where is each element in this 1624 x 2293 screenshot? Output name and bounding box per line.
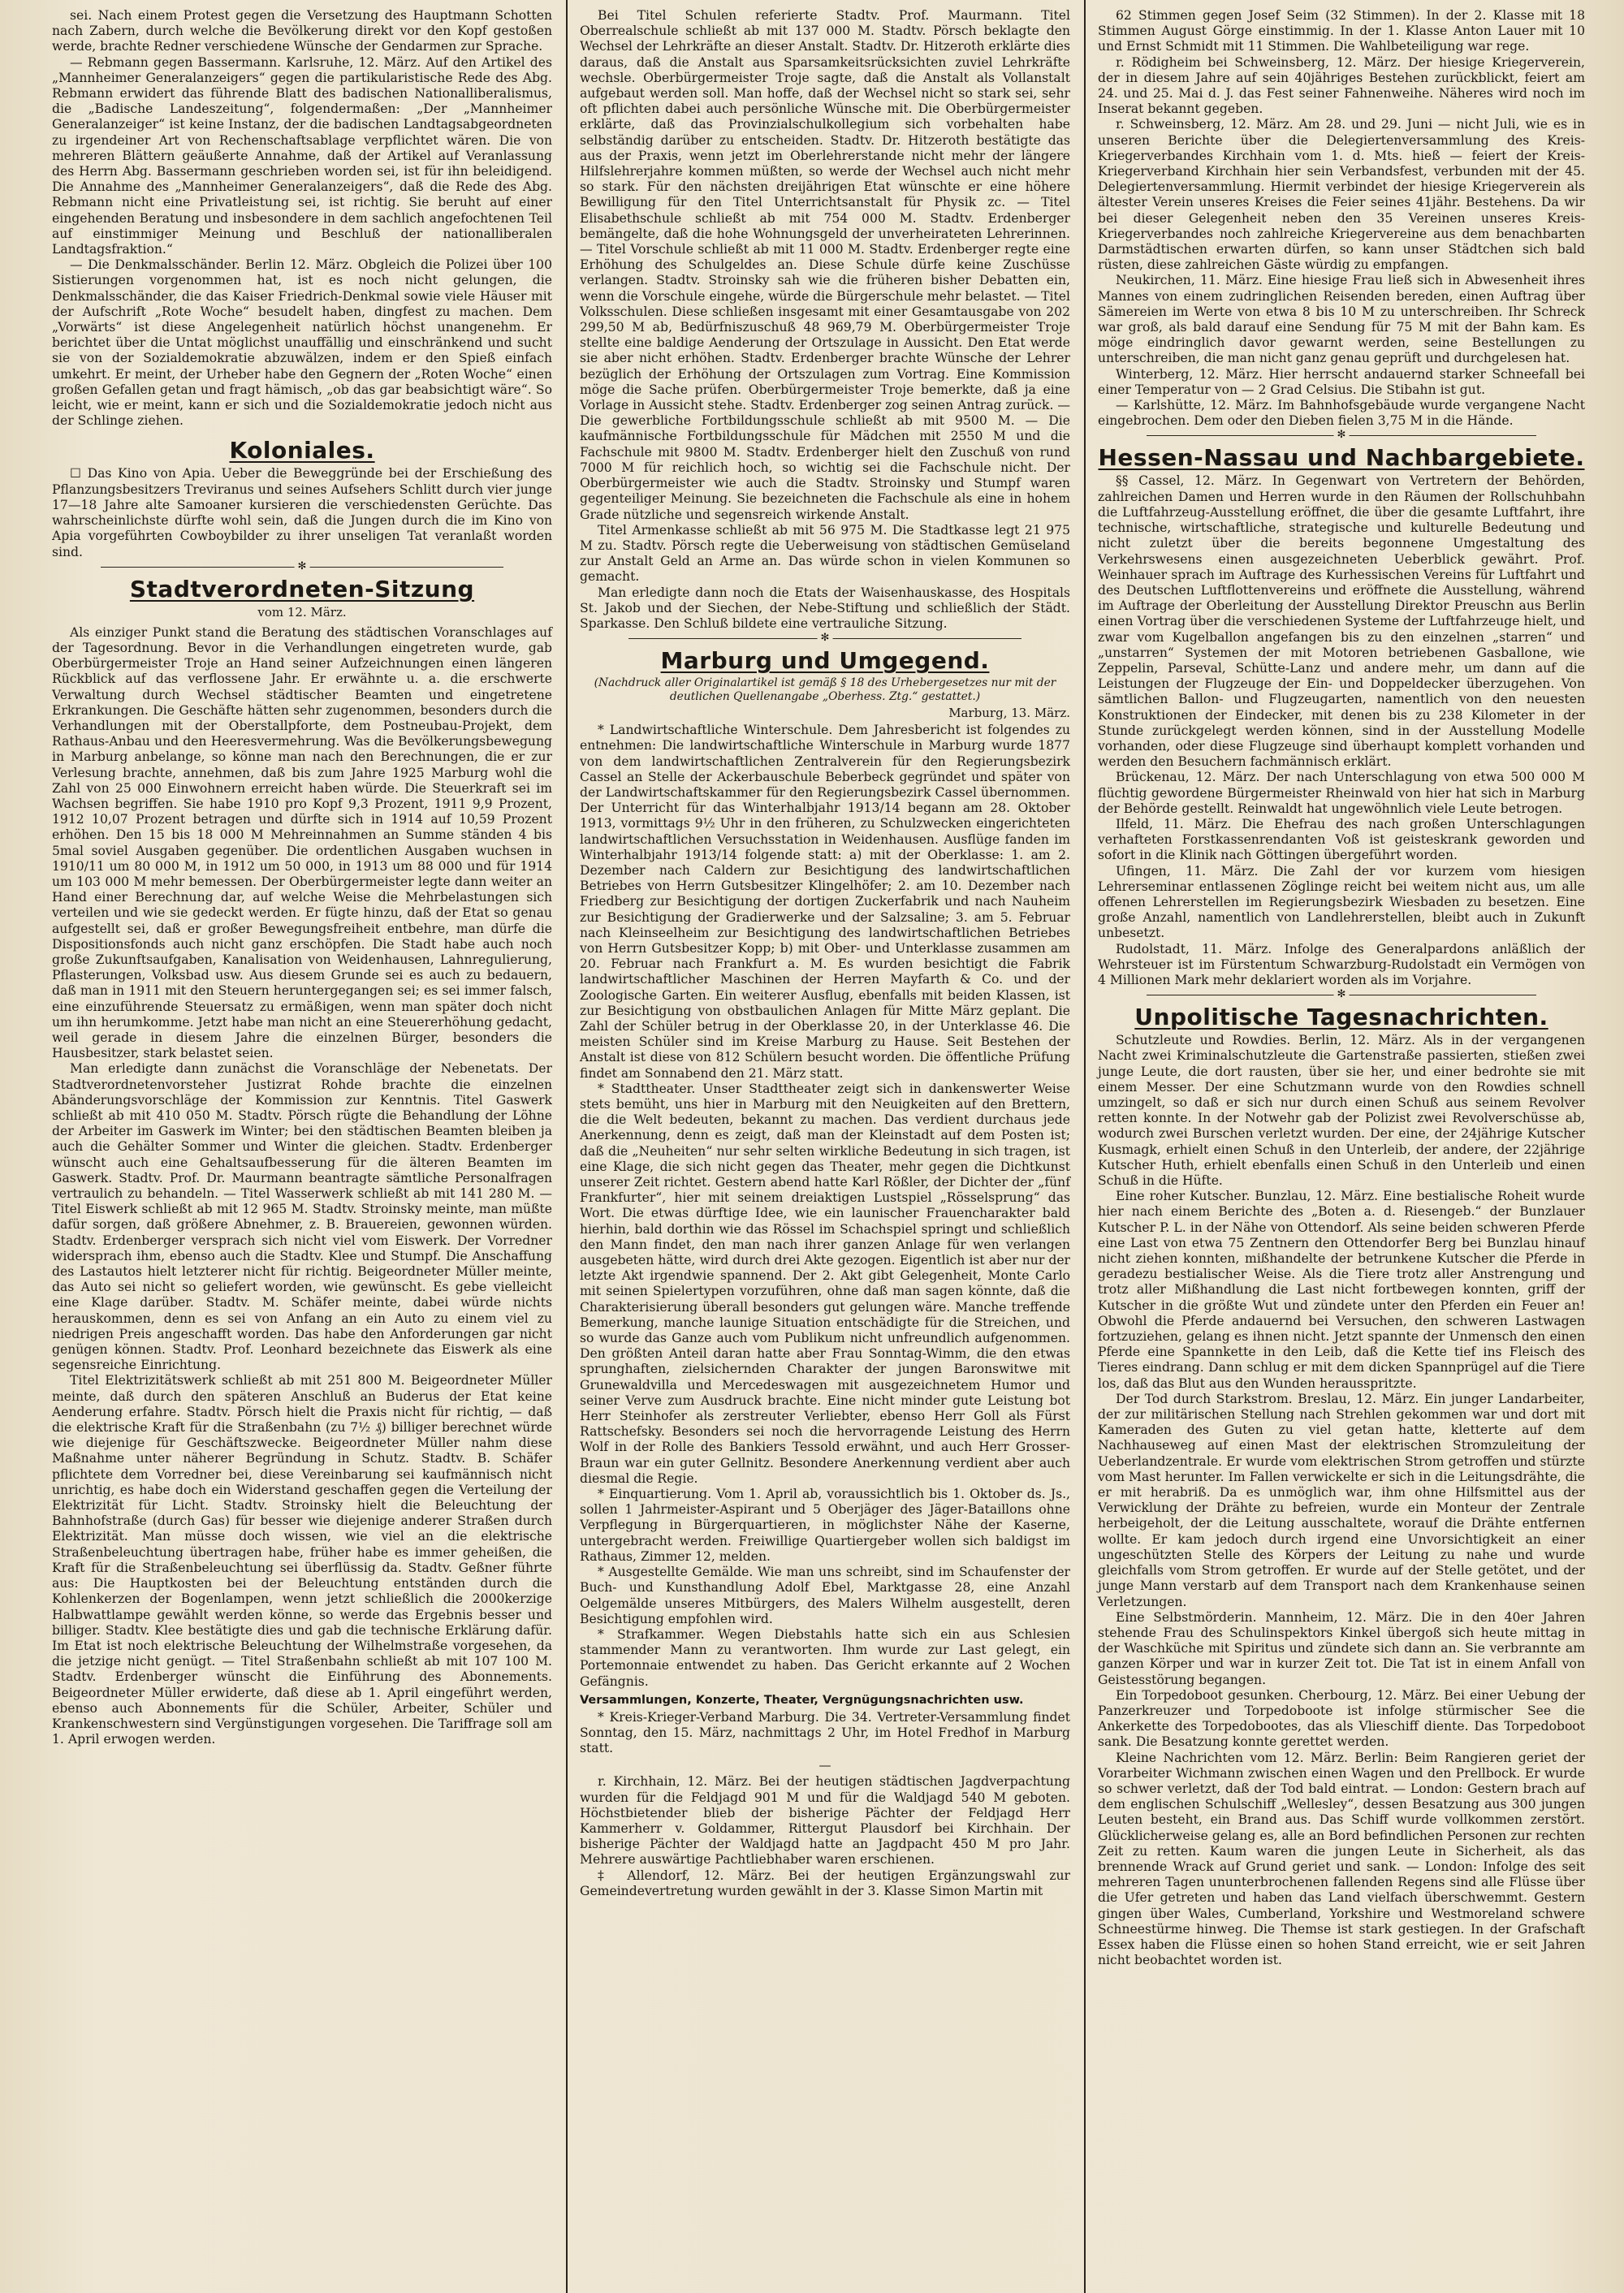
article-text: * Stadttheater. Unser Stadttheater zeigt sich in dankenswerter Weise stets bemüht, uns hier in Marburg mit den Neuigkeiten auf den Brettern, die die Welt bedeuten, bekannt zu machen. Das verdient durchaus jede Anerkennung, denn es zeigt, daß man der Kleinstadt auf dem Posten ist; daß die „Neuheiten“ nur sehr selten wirkliche Bedeutung in sich tragen, ist eine Klage, die sich nicht gegen das Theater, mehr gegen die Dichtkunst unserer Zeit richtet. Gestern abend hatte Karl Rößler, der Dichter der „fünf Frankfurter“, hier mit seinem dreiaktigen Lustspiel „Rösselsprung“ das Wort. Die etwas dürftige Idee, wie ein launischer Frauencharakter bald hierhin, bald dorthin wie das Rössel im Schachspiel springt und schließlich den Mann findet, den man nach ihrer ganzen Anlage für wen verlangen ausgebeten hätte, wird durch drei Akte gezogen. Eigentlich ist aber nur der letzte Akt irgendwie spannend. Der 2. Akt gibt Gelegenheit, Monte Carlo mit seinen Spielertypen vorzuführen, ohne daß man sagen könnte, daß die Charakterisierung überall besonders gut gelungen wäre. Manche treffende Bemerkung, manche launige Situation entschädigte für die Streichen, und so wurde das Ganze auch vom Publikum nicht unfreundlich aufgenommen. Den größten Anteil daran hatte aber Frau Sonntag-Wimm, die den etwas sprunghaften, zielsichernden Charakter der jungen Baronswitwe mit Grunewaldvilla und Mercedeswagen mit ausgezeichnetem Humor und seiner Verve zum Ausdruck brachte. Eine nicht minder gute Leistung bot Herr Steinhofer als zerstreuter Verliebter, ebenso Herr Goll als Fürst Rattschefsky. Besonders sei noch die hervorragende Leistung des Herrn Wolf in der Rolle des Bankiers Tessold erwähnt, und auch Herr Grosser-Braun war ein guter Gellnitz. Besondere Anerkennung verdient aber auch diesmal die Regie. bbox=[580, 1081, 1070, 1486]
article-text: Als einziger Punkt stand die Beratung des städtischen Voranschlages auf der Tagesordnung. Bevor in die Verhandlungen eingetreten wurde, gab Oberbürgermeister Troje an Hand seiner Aufzeichnungen einen längeren Rückblick auf das verflossene Jahr. Er erwähnte u. a. die erschwerte Verwaltung durch Wechsel städtischer Beamten und eingetretene Erkrankungen. Die Geschäfte hätten sehr zugenommen, besonders durch die Verhandlungen mit der Oberstallpforte, dem Postneubau-Projekt, dem Rathaus-Anbau und den Heeresvermehrung. Was die Bevölkerungsbewegung in Marburg anbelange, so könne man nach den Berechnungen, die er zur Verlesung brachte, annehmen, daß bis zum Jahre 1925 Marburg wohl die Zahl von 25 000 Einwohnern erreicht haben würde. Die Steuerkraft sei im Wachsen begriffen. Sie habe 1910 pro Kopf 9,3 Prozent, 1911 9,9 Prozent, 1912 10,07 Prozent betragen und dürfte sich in 1914 auf 10,59 Prozent erhöhen. Den 15 bis 18 000 M Mehreinnahmen an Summe ständen 4 bis 5mal soviel Ausgaben gegenüber. Die ordentlichen Ausgaben wuchsen in 1910/11 um 80 000 M, in 1912 um 50 000, in 1913 um 88 000 und für 1914 um 103 000 M mehr bemessen. Der Oberbürgermeister legte dann weiter an Hand einer Berechnung dar, auf welche Weise die Mehrbelastungen sich verteilen und wie sie gedeckt werden. Er fügte hinzu, daß der Etat so genau aufgestellt sei, daß er großer Bewegungsfreiheit entbehre, man dürfe die Dispositionsfonds auch nicht ganz erschöpfen. Die Stadt habe auch noch große Zukunftsaufgaben, Kanalisation von Weidenhausen, Lahnregulierung, Pflasterungen, Volksbad usw. Aus diesem Grunde sei es auch zu bedauern, daß man in 1911 mit den Steuern heruntergegangen sei; es sei immer falsch, eine einzuführende Steuersatz zu ermäßigen, wenn man später doch nicht um ihn herumkomme. Jetzt habe man nicht an eine Steuererhöhung gedacht, weil gerade in diesem Jahre die einzelnen Bürger, besonders die Hausbesitzer, stark belastet seien. bbox=[52, 624, 552, 1061]
column-rule bbox=[566, 0, 568, 2293]
article-text: Titel Elektrizitätswerk schließt ab mit 251 800 M. Beigeordneter Müller meinte, daß durch den späteren Anschluß an Buderus der Etat keine Aenderung erfahre. Stadtv. Pörsch hielt die Praxis nicht für richtig, — daß die elektrische Kraft für die Straßenbahn (zu 7½ ₰) billiger berechnet würde wie diejenige für Geschäftszwecke. Beigeordneter Müller nahm diese Maßnahme unter näherer Begründung in Schutz. Stadtv. B. Schäfer pflichtete dem Vorredner bei, diese Vereinbarung sei kaufmännisch nicht unrichtig, es habe doch ein Widerstand geschaffen gegen die Verteilung der Elektrizität für Licht. Stadtv. Stroinsky hielt die Beleuchtung der Bahnhofstraße (durch Gas) für besser wie diejenige anderer Straßen durch Elektrizität. Man müsse doch wissen, wie viel an die elektrische Straßenbeleuchtung übertragen habe, früher habe es immer geheißen, die Kraft für die Straßenbeleuchtung sei überflüssig da. Stadtv. Geßner führte aus: Die Hauptkosten bei der Beleuchtung entständen durch die Kohlenkerzen der Bogenlampen, wenn jetzt schließlich die 2000kerzige Halbwattlampe gewählt werden könne, so werde das Ergebnis besser und billiger. Stadtv. Klee bestätigte dies und gab die technische Erklärung dafür. Im Etat ist noch elektrische Beleuchtung der Wilhelmstraße vorgesehen, da die jetzige nicht genügt. — Titel Straßenbahn schließt ab mit 107 100 M. Stadtv. Erdenberger wünscht die Einführung des Abonnements. Beigeordneter Müller erwiderte, daß diese ab 1. April eingeführt werden, ebenso auch Abonnements für die Schüler, Arbeiter, Schüler und Krankenschwestern sind Vergünstigungen vorgesehen. Die Tariffrage soll am 1. April erwogen werden. bbox=[52, 1373, 552, 1747]
section-date: vom 12. März. bbox=[257, 604, 347, 620]
article-text: Eine Selbstmörderin. Mannheim, 12. März. Die in den 40er Jahren stehende Frau des Schulinspektors Kinkel übergoß sich heute mittag in der Waschküche mit Spiritus und zündete sich dann an. Sie verbrannte am ganzen Körper und war in kurzer Zeit tot. Die Tat ist in einem Anfall von Geistesstörung begangen. bbox=[1098, 1609, 1585, 1687]
article-text: r. Kirchhain, 12. März. Bei der heutigen städtischen Jagdverpachtung wurden für die Feldjagd 901 M und für die Waldjagd 540 M geboten. Höchstbietender blieb der bisherige Pächter der Feldjagd Herr Kammerherr v. Goldammer, Rittergut Plausdorf bei Kirchhain. Der bisherige Pächter der Waldjagd hatte an Jagdpacht 450 M pro Jahr. Mehrere auswärtige Pachtliebhaber waren erschienen. bbox=[580, 1774, 1070, 1868]
separator-dash: — bbox=[818, 1758, 831, 1773]
article-text: Eine roher Kutscher. Bunzlau, 12. März. Eine bestialische Roheit wurde hier nach einem Berichte des „Boten a. d. Riesengeb.“ der Bunzlauer Kutscher P. L. in der Nähe von Ottendorf. Als seine beiden schweren Pferde eine Last von etwa 75 Zentnern den Ottendorfer Berg bei Bunzlau hinauf nicht ziehen konnten, mißhandelte der betrunkene Kutscher die Pferde in geradezu bestialischer Weise. Als die Tiere trotz aller Anstrengung und trotz aller Mißhandlung die Last nicht fortbewegen konnten, griff der Kutscher in die größte Wut und zündete unter den Pferden ein Feuer an! Obwohl die Pferde andauernd bei Versuchen, den schweren Lastwagen fortzuziehen, gelang es ihnen nicht. Jetzt spannte der Unmensch den einen Pferde eine Spannkette in den Leib, daß die Kette tief ins Fleisch des Tieres eindrang. Dann schlug er mit dem dicken Spannprügel auf die Tiere los, daß das Blut aus den Wunden herausspritzte. bbox=[1098, 1189, 1585, 1391]
article-text: Kleine Nachrichten vom 12. März. Berlin: Beim Rangieren geriet der Vorarbeiter Wichmann zwischen einen Wagen und den Prellbock. Er wurde so schwer verletzt, daß der Tod bald eintrat. — London: Gestern brach auf dem englischen Schulschiff „Wellesley“, dessen Besatzung aus 300 jungen Leuten besteht, ein Brand aus. Das Schiff wurde vollkommen zerstört. Glücklicherweise gelang es, alle an Bord befindlichen Personen zur rechten Zeit zu retten. Kaum waren die jungen Leute in Sicherheit, als das brennende Wrack auf Grund geriet und sank. — London: Infolge des seit mehreren Tagen ununterbrochenen fallenden Regens sind alle Flüsse über die Ufer getreten und haben das Land vielfach überschwemmt. Gestern gingen über Wales, Cumberland, Yorkshire und Westmoreland schwere Schneestürme hinweg. Die Themse ist stark gestiegen. In der Grafschaft Essex haben die Flüsse einen so hohen Stand erreicht, wie er seit Jahren nicht beobachtet worden ist. bbox=[1098, 1750, 1585, 1968]
article-text: * Einquartierung. Vom 1. April ab, voraussichtlich bis 1. Oktober ds. Js., sollen 1 Jahrmeister-Aspirant und 5 Oberjäger des Jäger-Bataillons ohne Verpflegung in Bürgerquartieren, in möglichster Nähe der Kaserne, untergebracht werden. Freiwillige Quartiergeber wollen sich baldigst im Rathaus, Zimmer 12, melden. bbox=[580, 1487, 1070, 1564]
article-text: Titel Armenkasse schließt ab mit 56 975 M. Die Stadtkasse legt 21 975 M zu. Stadtv. Pörsch regte die Ueberweisung von städtischen Gemüseland zur Anstalt Geld an Arme an. Das würde schon in vielen Kommunen so gemacht. bbox=[580, 522, 1070, 585]
dateline: Marburg, 13. März. bbox=[948, 706, 1070, 721]
ornament-icon: ✻ bbox=[1334, 428, 1350, 443]
article-text: — Karlshütte, 12. März. Im Bahnhofsgebäude wurde vergangene Nacht eingebrochen. Dem oder den Dieben fielen 3,75 M in die Hände. bbox=[1098, 398, 1585, 429]
reprint-note: (Nachdruck aller Originalartikel ist gemäß § 18 des Urhebergesetzes nur mit der deutlichen Quellenangabe „Oberhess. Ztg.“ gestattet.) bbox=[594, 676, 1056, 704]
column-middle bbox=[573, 0, 1077, 2293]
article-text: Rudolstadt, 11. März. Infolge des Generalpardons anläßlich der Wehrsteuer ist im Fürstentum Schwarzburg-Rudolstadt ein Vermögen von 4 Millionen Mark mehr deklariert worden als im Vorjahre. bbox=[1098, 941, 1585, 987]
article-text: 62 Stimmen gegen Josef Seim (32 Stimmen). In der 2. Klasse mit 18 Stimmen August Görge einstimmig. In der 1. Klasse Anton Lauer mit 10 und Ernst Schmidt mit 11 Stimmen. Die Wahlbeteiligung war rege. bbox=[1098, 8, 1585, 54]
article-text: Schutzleute und Rowdies. Berlin, 12. März. Als in der vergangenen Nacht zwei Kriminalschutzleute die Gartenstraße passierten, stießen zwei junge Leute, die dort rausten, über sie her, und einer bedrohte sie mit einem Messer. Der eine Schutzmann wurde von den Rowdies schnell umzingelt, so daß er sich nur durch einen Schuß aus seinem Revolver retten konnte. In der Notwehr gab der Polizist zwei Revolverschüsse ab, wodurch zwei Burschen verletzt wurden. Der eine, der 24jährige Kutscher Kusmagk, erhielt einen Schuß in den Unterleib, der andere, der 22jährige Kutscher Huth, erhielt ebenfalls einen Schuß in den Unterleib und einen Schuß in die Hüfte. bbox=[1098, 1033, 1585, 1189]
article-text: — Rebmann gegen Bassermann. Karlsruhe, 12. März. Auf den Artikel des „Mannheimer Generalanzeigers“ gegen die partikularistische Rede des Abg. Rebmann erwidert das führende Blatt des badischen Nationalliberalismus, die „Badische Landeszeitung“, folgendermaßen: „Der „Mannheimer Generalanzeiger“ ist keine Instanz, der die badischen Landtagsabgeordneten zu irgendeiner Art von Rechenschaftsablage verpflichtet wären. Die von mehreren Blättern geäußerte Annahme, daß der Artikel auf Veranlassung des Herrn Abg. Bassermann geschrieben worden sei, ist für ihn beleidigend. Die Annahme des „Mannheimer Generalanzeigers“, daß die Rede des Abg. Rebmann nicht eine Privatleistung sei, ist richtig. Sie beruht auf einer eingehenden Beratung und insbesondere in dem sachlich angefochtenen Teil auf einstimmiger Meinung und Beschluß der nationalliberalen Landtagsfraktion.“ bbox=[52, 54, 552, 257]
article-text: Bei Titel Schulen referierte Stadtv. Prof. Maurmann. Titel Oberrealschule schließt ab mit 137 000 M. Stadtv. Pörsch beklagte den Wechsel der Lehrkräfte an dieser Anstalt. Stadtv. Dr. Hitzeroth erklärte dies daraus, daß die Anstalt aus Sparsamkeitsrücksichten zuviel Lehrkräfte wechsle. Oberbürgermeister Troje sagte, daß die Anstalt als Vollanstalt aufgebaut werden soll. Man hoffe, daß der Wechsel nicht so stark sei, sehr oft pflichten dabei auch persönliche Wünsche mit. Die Oberbürgermeister erklärte, daß das Provinzialschulkollegium sich vorbehalten habe selbständig darüber zu entscheiden. Stadtv. Dr. Hitzeroth bestätigte das aus der Praxis, wenn jetzt im Oberlehrerstande nicht mehr der längere Hilfslehrerjahre kommen müßten, so werde der Wechsel auch nicht mehr so stark. Für den nächsten dreijährigen Etat wünschte er eine höhere Bewilligung für den Titel Unterrichtsanstalt für Physik zc. — Titel Elisabethschule schließt ab mit 754 000 M. Stadtv. Erdenberger bemängelte, daß die hohe Wohnungsgeld der unverheirateten Lehrerinnen. — Titel Vorschule schließt ab mit 11 000 M. Stadtv. Erdenberger regte eine Erhöhung des Schulgeldes an. Diese Schule dürfe keine Zuschüsse verlangen. Stadtv. Stroinsky sah wie die früheren bisher Debatten ein, wenn die Vorschule eingehe, würde die Bürgerschule mehr belastet. — Titel Volksschulen. Diese schließen insgesamt mit einer Gesamtausgabe von 202 299,50 M ab, Bedürfniszuschuß 48 969,79 M. Oberbürgermeister Troje stellte eine baldige Aenderung der Ortszulage in Aussicht. Den Etat werde sie aber nicht erhöhen. Stadtv. Erdenberger brachte Wünsche der Lehrer bezüglich der Erhöhung der Ortszulagen zum Vortrag. Eine Kommission möge die Sache prüfen. Oberbürgermeister Troje bemerkte, daß ja eine Vorlage in Aussicht stehe. Stadtv. Erdenberger zog seinen Antrag zurück. — Die gewerbliche Fortbildungsschule schließt ab mit 9500 M. — Die kaufmännische Fortbildungsschule für Mädchen mit 2550 M und die Fachschule mit 9800 M. Stadtv. Erdenberger hielt den Zuschuß von rund 7000 M für reichlich hoch, so wichtig sei die Fachschule nicht. Der Oberbürgermeister wie auch die Stadtv. Stroinsky und Stumpf waren gegenteiliger Meinung. Sie bezeichneten die Fachschule als eine in hohem Grade nützliche und segensreich wirkende Anstalt. bbox=[580, 8, 1070, 522]
section-heading-stadtverordneten: Stadtverordneten-Sitzung bbox=[129, 575, 475, 602]
article-text: sei. Nach einem Protest gegen die Versetzung des Hauptmann Schotten nach Zabern, durch welche die Bevölkerung direkt vor den Kopf gestoßen werde, brachte Redner verschiedene Wünsche der Gendarmen zur Sprache. bbox=[52, 8, 552, 54]
section-heading-unpolitische: Unpolitische Tagesnachrichten. bbox=[1134, 1004, 1548, 1031]
article-text: r. Schweinsberg, 12. März. Am 28. und 29. Juni — nicht Juli, wie es in unseren Berichte über die Delegiertenversammlung des Kreis-Kriegerverbandes Kirchhain vom 1. d. Mts. hieß — feiert der Kreis-Kriegerverband Kirchhain hier sein Verbandsfest, verbunden mit der 45. Delegiertenversammlung. Hiermit verbindet der hiesige Kriegerverein als ältester Verein unseres Kreises die Feier seines 41jähr. Bestehens. Da wir bei dieser Gelegenheit neben den 35 Vereinen unseres Kreis-Kriegerverbandes noch zahlreiche Kriegervereine aus dem benachbarten Darmstädtischen erwarten dürfen, so kann unser Städtchen sich bald rüsten, diese zahlreichen Gäste würdig zu empfangen. bbox=[1098, 117, 1585, 273]
article-text: Ilfeld, 11. März. Die Ehefrau des nach großen Unterschlagungen verhafteten Forstkassenrendanten Voß ist geisteskrank geworden und sofort in die Klinik nach Göttingen übergeführt worden. bbox=[1098, 816, 1585, 863]
section-divider bbox=[101, 559, 503, 572]
article-text: * Kreis-Krieger-Verband Marburg. Die 34. Vertreter-Versammlung findet Sonntag, den 15. März, nachmittags 2 Uhr, im Hotel Fredhof in Marburg statt. bbox=[580, 1709, 1070, 1756]
article-text: Brückenau, 12. März. Der nach Unterschlagung von etwa 500 000 M flüchtig gewordene Bürgermeister Rheinwald von hier hat sich in Marburg der Behörde gestellt. Reinwaldt hat ungewöhnlich viele Leute betrogen. bbox=[1098, 770, 1585, 816]
article-text: Ufingen, 11. März. Die Zahl der vor kurzem vom hiesigen Lehrerseminar entlassenen Zöglinge reicht bei weitem nicht aus, um alle offenen Lehrerstellen im Regierungsbezirk Wiesbaden zu besetzen. Eine große Anzahl, namentlich von Landlehrerstellen, bleibt auch in Zukunft unbesetzt. bbox=[1098, 863, 1585, 941]
ornament-icon: ✻ bbox=[295, 559, 310, 574]
section-heading-hessen-nassau: Hessen-Nassau und Nachbargebiete. bbox=[1098, 444, 1585, 472]
article-text: Ein Torpedoboot gesunken. Cherbourg, 12. März. Bei einer Uebung der Panzerkreuzer und Torpedoboote ist infolge stürmischer See die Ankerkette des Torpedobootes, das als Vlieschiff diente. Das Torpedoboot sank. Die Besatzung konnte gerettet werden. bbox=[1098, 1687, 1585, 1750]
article-text: * Strafkammer. Wegen Diebstahls hatte sich ein aus Schlesien stammender Mann zu verantworten. Ihm wurde zur Last gelegt, ein Portemonnaie entwendet zu haben. Das Gericht erkannte auf 2 Wochen Gefängnis. bbox=[580, 1626, 1070, 1689]
article-text: ☐ Das Kino von Apia. Ueber die Beweggründe bei der Erschießung des Pflanzungsbesitzers Treviranus und seines Aufsehers Schlitt durch vier junge 17—18 Jahre alte Samoaner kursieren die verschiedensten Gerüchte. Das wahrscheinlichste dürfte wohl sein, daß die Jungen durch die im Kino von Apia vorgeführten Cowboybilder zu ihrer unseligen Tat veranlaßt worden sind. bbox=[52, 466, 552, 559]
section-heading-marburg: Marburg und Umgegend. bbox=[660, 647, 990, 675]
article-text: Winterberg, 12. März. Hier herrscht andauernd starker Schneefall bei einer Temperatur von — 2 Grad Celsius. Die Stibahn ist gut. bbox=[1098, 366, 1585, 397]
column-rule bbox=[1084, 0, 1086, 2293]
article-text: §§ Cassel, 12. März. In Gegenwart von Vertretern der Behörden, zahlreichen Damen und Herren wurde in den Räumen der Rollschuhbahn die Luftfahrzeug-Ausstellung eröffnet, die über die gesamte Luftfahrt, ihre technische, wirtschaftliche, strategische und kulturelle Bedeutung und nicht zuletzt über die bereits begonnene Umgestaltung des Verkehrswesens einen ausgezeichneten Ueberblick gewährt. Prof. Weinhauer sprach im Auftrage des Kurhessischen Vereins für Luftfahrt und des Deutschen Luftflottenvereins und eröffnete die Ausstellung, während im Auftrage der Oberleitung der Ausstellung Direktor Preuschn aus Berlin einen Vortrag über die verschiedenen Systeme der Luftfahrzeuge hielt, und zwar vom Kugelballon angefangen bis zu den einzelnen „starren“ und „unstarren“ Systemen der mit Motoren betriebenen Gasballone, wie Zeppelin, Parseval, Schütte-Lanz und andere mehr, um dann auf die Leistungen der Flugzeuge der Ein- und Doppeldecker überzugehen. Von sämtlichen Ballon- und Flugzeugarten, namentlich von den neuesten Konstruktionen der Eindecker, mit denen bis zu 238 Kilometer in der Stunde zurückgelegt werden können, sind in der Ausstellung Modelle vorhanden, oder diese Flugzeuge sind überhaupt komplett vorhanden und werden den Besuchern fachmännisch erklärt. bbox=[1098, 473, 1585, 770]
article-text: — Die Denkmalsschänder. Berlin 12. März. Obgleich die Polizei über 100 Sistierungen vorgenommen hat, ist es noch nicht gelungen, die Denkmalsschänder, die das Kaiser Friedrich-Denkmal sowie viele Häuser mit der Aufschrift „Rote Woche“ besudelt haben, dingfest zu machen. Dem „Vorwärts“ ist diese Angelegenheit natürlich höchst unangenehm. Er berichtet über die Untat möglichst unauffällig und einschränkend und sucht sie von der Sozialdemokratie abzuwälzen, indem er den Spieß einfach umkehrt. Er meint, der Urheber habe den Gegnern der „Roten Woche“ einen großen Gefallen getan und fragt hämisch, „ob das gar beabsichtigt wäre“. So leicht, wie er meint, kann er sich und die Sozialdemokratie jedoch nicht aus der Schlinge ziehen. bbox=[52, 257, 552, 429]
subsection-heading: Versammlungen, Konzerte, Theater, Vergnügungsnachrichten usw. bbox=[580, 1693, 1024, 1707]
article-text: Neukirchen, 11. März. Eine hiesige Frau ließ sich in Abwesenheit ihres Mannes von einem zudringlichen Reisenden bereden, einen Auftrag über Sämereien im Werte von etwa 8 bis 10 M zu unterschreiben. Ihr Schreck war groß, als bald darauf eine Sendung für 75 M mit der Bahn kam. Es möge eindringlich davor gewarnt werden, seine Bestellungen zu unterschreiben, die man nicht ganz genau geprüft und durchgelesen hat. bbox=[1098, 273, 1585, 366]
column-left bbox=[45, 0, 559, 2293]
article-text: Man erledigte dann noch die Etats der Waisenhauskasse, des Hospitals St. Jakob und der Siechen, der Nebe-Stiftung und schließlich der Städt. Sparkasse. Den Schluß bildete eine vertrauliche Sitzung. bbox=[580, 585, 1070, 631]
section-divider bbox=[628, 632, 1021, 645]
article-text: Der Tod durch Starkstrom. Breslau, 12. März. Ein junger Landarbeiter, der zur militärischen Stellung nach Strehlen gekommen war und dort mit Kameraden des Guten zu viel getan hatte, kletterte auf dem Nachhauseweg auf einen Mast der elektrischen Stromzuleitung der Ueberlandzentrale. Er wurde vom elektrischen Strom getroffen und stürzte vom Mast herunter. Im Fallen verwickelte er sich in die Leitungsdrähte, die er mit herabriß. Da es unmöglich war, ihm ohne Hilfsmittel aus der Verwicklung der Drähte zu befreien, wurde ein Monteur der Zentrale herbeigeholt, der die Leitung ausschaltete, worauf die Drähte entfernen wollte. Er kam jedoch durch irgend eine Unvorsichtigkeit an einer ungeschützten Stelle des Körpers der Leitung zu nahe und wurde gleichfalls vom Strom getroffen. Er wurde auf der Stelle getötet, und der junge Mann verstarb auf dem Transport nach dem Krankenhause seinen Verletzungen. bbox=[1098, 1391, 1585, 1609]
section-divider bbox=[1147, 429, 1536, 442]
article-text: r. Rödigheim bei Schweinsberg, 12. März. Der hiesige Kriegerverein, der in diesem Jahre auf sein 40jähriges Bestehen zurückblickt, feiert am 24. und 25. Mai d. J. das Fest seiner Fahnenweihe. Näheres wird noch im Inserat bekannt gegeben. bbox=[1098, 54, 1585, 117]
article-text: * Landwirtschaftliche Winterschule. Dem Jahresbericht ist folgendes zu entnehmen: Die landwirtschaftliche Winterschule in Marburg wurde 1877 von dem landwirtschaftlichen Zentralverein für den Regierungsbezirk Cassel an Stelle der Ackerbauschule Beberbeck gegründet und später von der Landwirtschaftskammer für den Regierungsbezirk Cassel übernommen. Der Unterricht für das Winterhalbjahr 1913/14 begann am 28. Oktober 1913, vormittags 9½ Uhr in den früheren, zu Schulzwecken eingerichteten landwirtschaftlichen Versuchsstation in Weidenhausen. Ausflüge fanden im Winterhalbjahr 1913/14 folgende statt: a) mit der Oberklasse: 1. am 2. Dezember nach Caldern zur Besichtigung des landwirtschaftlichen Betriebes von Herrn Gutsbesitzer Klingelhöfer; 2. am 10. Dezember nach Friedberg zur Besichtigung der dortigen Zuckerfabrik und nach Nauheim zur Besichtigung der Gradierwerke und der Salzsaline; 3. am 5. Februar nach Kleinseelheim zur Besichtigung des landwirtschaftlichen Betriebes von Herrn Gutsbesitzer Kopp; b) mit Ober- und Unterklasse zusammen am 20. Februar nach Frankfurt a. M. Es wurden besichtigt die Fabrik landwirtschaftlicher Maschinen der Herren Mayfarth & Co. und der Zoologische Garten. Ein weiterer Ausflug, ebenfalls mit beiden Klassen, ist zur Besichtigung von obstbaulichen Anlagen für Mitte März geplant. Die Zahl der Schüler betrug in der Oberklasse 20, in der Unterklasse 46. Die meisten Schüler sind im Kreise Marburg zu Hause. Seit Bestehen der Anstalt ist diese von 812 Schülern besucht worden. Die öffentliche Prüfung findet am Sonnabend den 21. März statt. bbox=[580, 723, 1070, 1081]
article-text: * Ausgestellte Gemälde. Wie man uns schreibt, sind im Schaufenster der Buch- und Kunsthandlung Adolf Ebel, Marktgasse 28, eine Anzahl Oelgemälde unseres Mitbürgers, des Malers Wilhelm ausgestellt, deren Besichtigung empfohlen wird. bbox=[580, 1565, 1070, 1626]
ornament-icon: ✻ bbox=[1334, 987, 1350, 1002]
article-text: Man erledigte dann zunächst die Voranschläge der Nebenetats. Der Stadtverordnetenvorsteher Justizrat Rohde brachte die einzelnen Abänderungsvorschläge der Kommission zur Kenntnis. Titel Gaswerk schließt ab mit 410 050 M. Stadtv. Pörsch rügte die Behandlung der Löhne der Arbeiter im Gaswerk im Winter; bei den städtischen Beamten bleiben ja auch die Gehälter Sommer und Winter die gleichen. Stadtv. Erdenberger wünscht auch eine Gehaltsaufbesserung für die älteren Beamten im Gaswerk. Stadtv. Prof. Dr. Maurmann beantragte sämtliche Personalfragen vertraulich zu behandeln. — Titel Wasserwerk schließt ab mit 141 280 M. — Titel Eiswerk schließt ab mit 12 965 M. Stadtv. Stroinsky meinte, man müßte dafür sorgen, daß größere Abnehmer, z. B. Brauereien, gewonnen würden. Stadtv. Erdenberger versprach sich nicht viel vom Eiswerk. Der Vorredner widersprach ihm, ebenso auch die Stadtv. Klee und Stumpf. Die Anschaffung des Lastautos hielt letzterer nicht für richtig. Beigeordneter Müller meinte, das Auto sei nicht so geliefert worden, wie gewünscht. Es gebe vielleicht eine Klage darüber. Stadtv. M. Schäfer meinte, dabei würde nichts herauskommen, denn es sei von Anfang an ein Auto zu einem viel zu niedrigen Preis angeschafft worden. Das habe den Anforderungen gar nicht genügen können. Stadtv. Prof. Leonhard bezeichnete das Eiswerk als eine segensreiche Einrichtung. bbox=[52, 1061, 552, 1373]
ornament-icon: ✻ bbox=[818, 631, 833, 646]
column-right bbox=[1091, 0, 1592, 2293]
article-text: ‡ Allendorf, 12. März. Bei der heutigen Ergänzungswahl zur Gemeindevertretung wurden gewählt in der 3. Klasse Simon Martin mit bbox=[580, 1868, 1070, 1898]
section-heading-koloniales: Koloniales. bbox=[229, 437, 375, 464]
